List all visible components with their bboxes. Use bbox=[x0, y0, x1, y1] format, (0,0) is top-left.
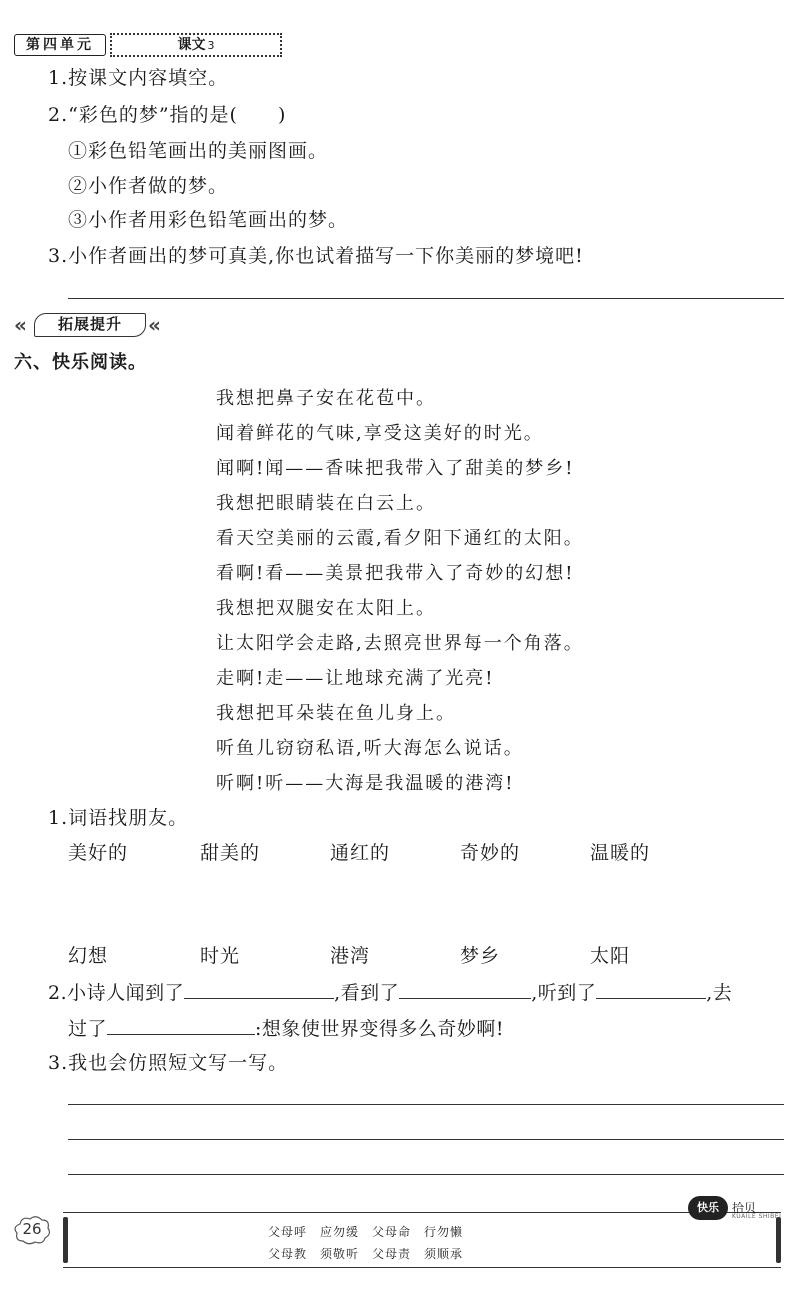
reading-question-1: 1.词语找朋友。 bbox=[48, 807, 189, 829]
word-item[interactable]: 甜美的 bbox=[200, 842, 261, 864]
poem-line: 让太阳学会走路,去照亮世界每一个角落。 bbox=[216, 633, 584, 654]
lesson-number: 3 bbox=[207, 39, 215, 52]
answer-line[interactable] bbox=[68, 298, 784, 299]
question-3: 3.小作者画出的梦可真美,你也试着描写一下你美丽的梦境吧! bbox=[48, 245, 584, 267]
writing-line[interactable] bbox=[68, 1174, 784, 1175]
q2-text: :想象使世界变得多么奇妙啊! bbox=[255, 1018, 505, 1040]
blank-go[interactable] bbox=[107, 1016, 255, 1035]
motto-line: 父母教 须敬听 父母责 须顺承 bbox=[268, 1247, 464, 1261]
motto-line: 父母呼 应勿缓 父母命 行勿懒 bbox=[268, 1225, 464, 1239]
poem-line: 听啊!听——大海是我温暖的港湾! bbox=[216, 773, 515, 794]
option-2: ②小作者做的梦。 bbox=[68, 175, 229, 197]
word-item[interactable]: 港湾 bbox=[330, 945, 371, 967]
word-item[interactable]: 太阳 bbox=[590, 945, 631, 967]
lesson-title: 课文 bbox=[177, 37, 206, 53]
reading-question-2-cont bbox=[68, 1016, 504, 1041]
unit-label: 第四单元 bbox=[14, 34, 106, 56]
reading-question-2 bbox=[48, 980, 732, 1005]
poem-line: 我想把鼻子安在花苞中。 bbox=[216, 388, 436, 409]
blank-see[interactable] bbox=[399, 980, 531, 999]
option-3: ③小作者用彩色铅笔画出的梦。 bbox=[68, 209, 349, 231]
poem-line: 我想把眼睛装在白云上。 bbox=[216, 493, 436, 514]
reading-question-3: 3.我也会仿照短文写一写。 bbox=[48, 1052, 289, 1074]
word-item[interactable]: 美好的 bbox=[68, 842, 129, 864]
q2-text: ,听到了 bbox=[531, 982, 597, 1004]
option-1: ①彩色铅笔画出的美丽图画。 bbox=[68, 140, 329, 162]
q2-text: 过了 bbox=[68, 1018, 108, 1040]
brand-logo bbox=[688, 1196, 782, 1224]
chevron-left-icon: « bbox=[14, 313, 27, 337]
word-item[interactable]: 通红的 bbox=[330, 842, 391, 864]
footer-box bbox=[63, 1212, 781, 1268]
poem-line: 闻啊!闻——香味把我带入了甜美的梦乡! bbox=[216, 458, 575, 479]
q2-text: ,去 bbox=[706, 982, 733, 1004]
page-number: 26 bbox=[12, 1214, 52, 1246]
question-2: 2.“彩色的梦”指的是( ) bbox=[48, 104, 287, 126]
poem-line: 看天空美丽的云霞,看夕阳下通红的太阳。 bbox=[216, 528, 584, 549]
blank-hear[interactable] bbox=[596, 980, 706, 999]
poem-line: 听鱼儿窃窃私语,听大海怎么说话。 bbox=[216, 738, 524, 759]
poem-line: 我想把双腿安在太阳上。 bbox=[216, 598, 436, 619]
word-item[interactable]: 幻想 bbox=[68, 945, 109, 967]
blank-smell[interactable] bbox=[184, 980, 334, 999]
poem-line: 走啊!走——让地球充满了光亮! bbox=[216, 668, 495, 689]
word-item[interactable]: 温暖的 bbox=[590, 842, 651, 864]
banner-label: 拓展提升 bbox=[34, 313, 146, 337]
section-title: 六、快乐阅读。 bbox=[14, 352, 147, 373]
poem-line: 看啊!看——美景把我带入了奇妙的幻想! bbox=[216, 563, 575, 584]
q2-text: 2.小诗人闻到了 bbox=[48, 982, 185, 1004]
question-1: 1.按课文内容填空。 bbox=[48, 67, 229, 89]
word-item[interactable]: 梦乡 bbox=[460, 945, 501, 967]
q2-text: ,看到了 bbox=[334, 982, 400, 1004]
writing-line[interactable] bbox=[68, 1139, 784, 1140]
lesson-label bbox=[110, 33, 282, 57]
chevron-left-icon: « bbox=[148, 313, 161, 337]
word-item[interactable]: 时光 bbox=[200, 945, 241, 967]
footer-bar-left bbox=[63, 1217, 68, 1263]
logo-bubble: 快乐 bbox=[688, 1196, 728, 1220]
word-item[interactable]: 奇妙的 bbox=[460, 842, 521, 864]
poem-line: 我想把耳朵装在鱼儿身上。 bbox=[216, 703, 456, 724]
poem-line: 闻着鲜花的气味,享受这美好的时光。 bbox=[216, 423, 544, 444]
writing-line[interactable] bbox=[68, 1104, 784, 1105]
logo-subtext: KUAILE SHIBEI bbox=[732, 1213, 782, 1220]
logo-text: 拾贝 bbox=[732, 1201, 757, 1215]
